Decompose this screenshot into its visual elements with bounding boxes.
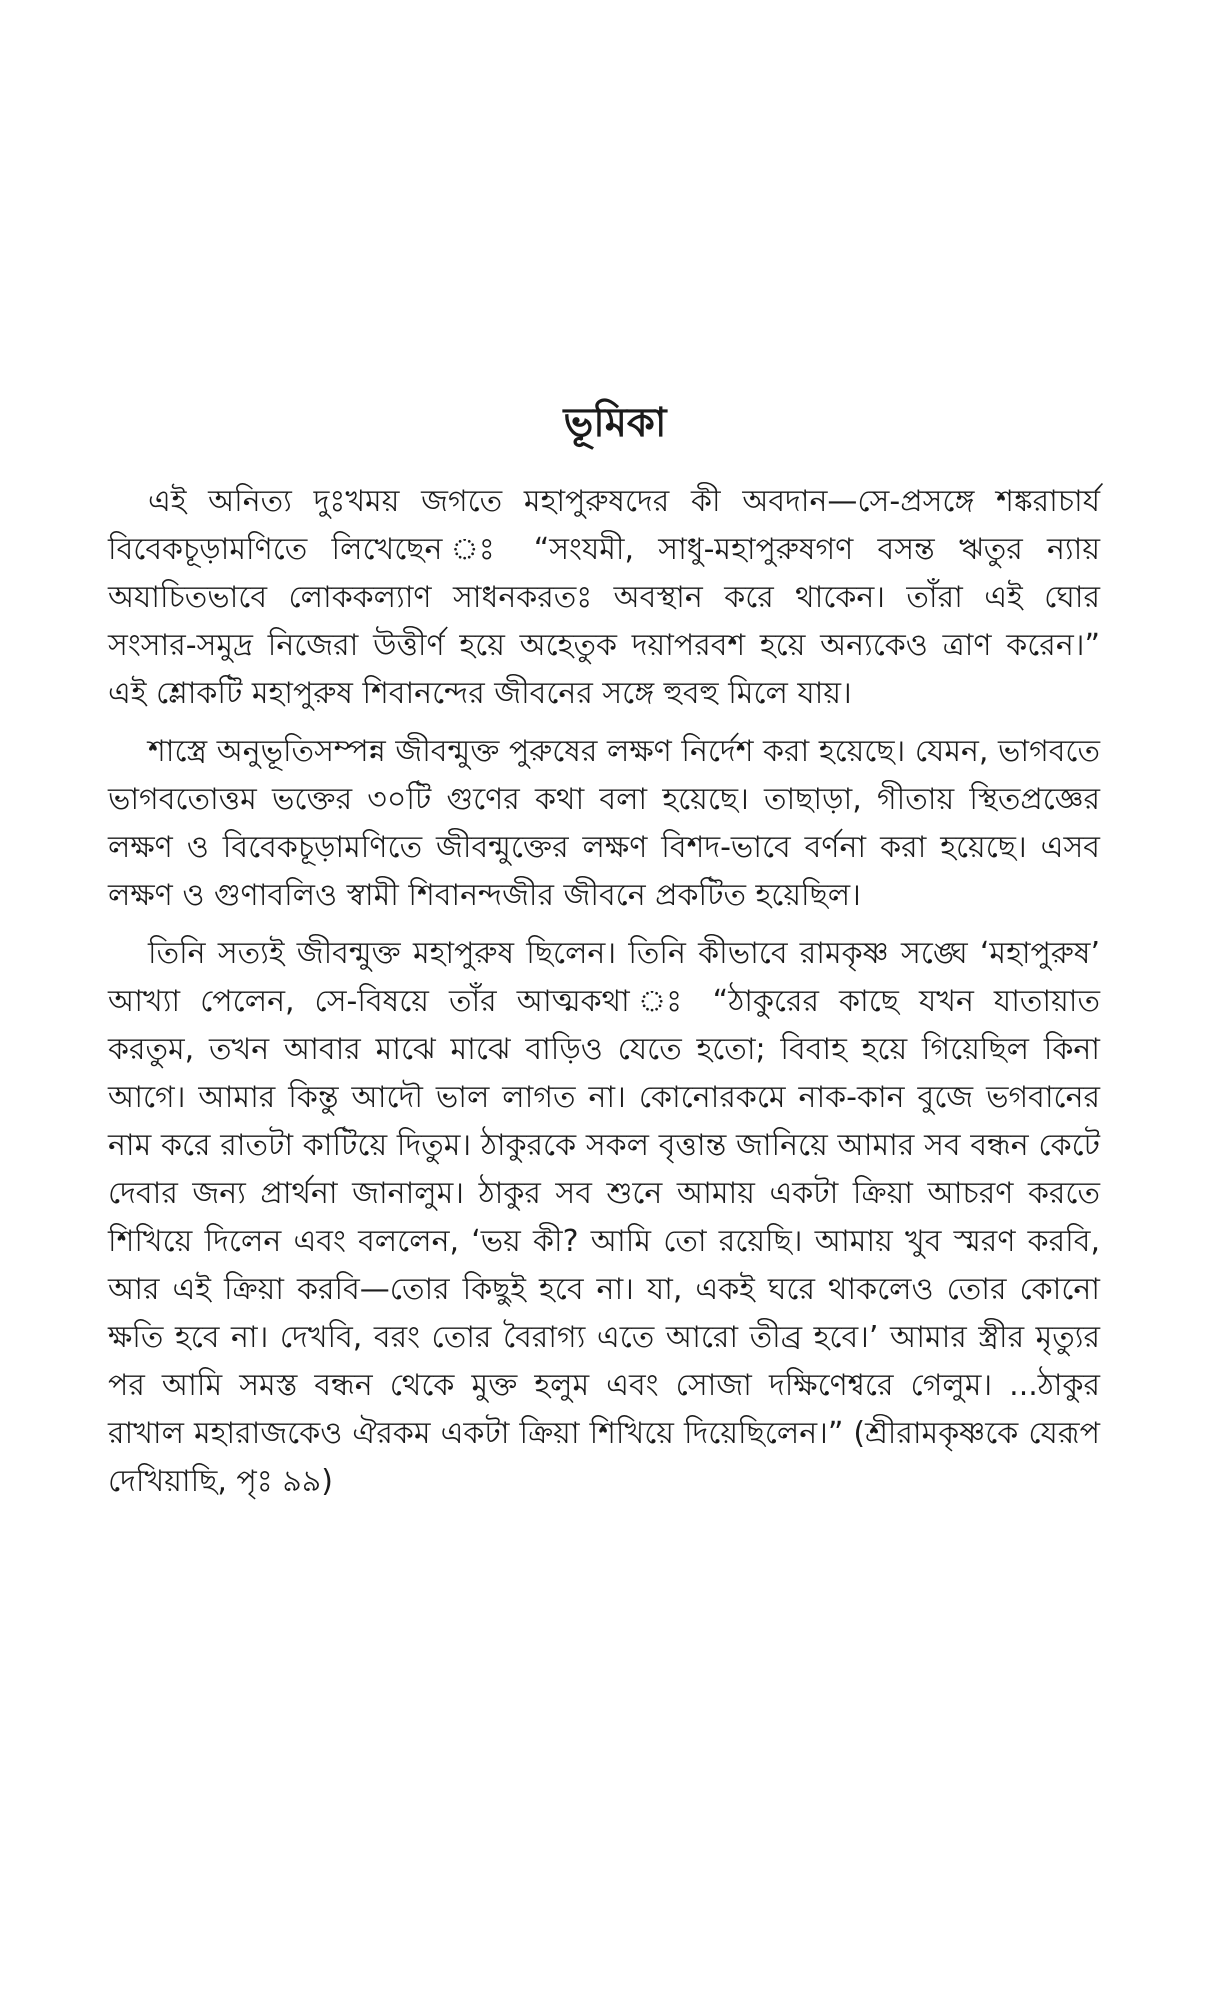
paragraph: এই অনিত্য দুঃখময় জগতে মহাপুরুষদের কী অবদান—সে-প্রসঙ্গে শঙ্করাচার্য বিবেকচূড়ামণিতে লিখেছেন ঃ “সংযমী, সাধু-মহাপুরুষগণ বসন্ত ঋতুর ন্যায় অযাচিতভাবে লোককল্যাণ সাধনকরতঃ অবস্থান করে থাকেন। তাঁরা এই ঘোর সংসার-সমুদ্র নিজেরা উত্তীর্ণ হয়ে অহেতুক দয়াপরবশ হয়ে অন্যকেও ত্রাণ করেন।” এই শ্লোকটি মহাপুরুষ শিবানন্দের জীবনের সঙ্গে হুবহু মিলে যায়। [108, 484, 1100, 711]
paragraph: তিনি সত্যই জীবন্মুক্ত মহাপুরুষ ছিলেন। তিনি কীভাবে রামকৃষ্ণ সঙ্ঘে ‘মহাপুরুষ’ আখ্যা পেলেন, সে-বিষয়ে তাঁর আত্মকথা ঃ “ঠাকুরের কাছে যখন যাতায়াত করতুম, তখন আবার মাঝে মাঝে বাড়িও যেতে হতো; বিবাহ হয়ে গিয়েছিল কিনা আগে। আমার কিন্তু আদৌ ভাল লাগত না। কোনোরকমে নাক-কান বুজে ভগবানের নাম করে রাতটা কাটিয়ে দিতুম। ঠাকুরকে সকল বৃত্তান্ত জানিয়ে আমার সব বন্ধন কেটে দেবার জন্য প্রার্থনা জানালুম। ঠাকুর সব শুনে আমায় একটা ক্রিয়া আচরণ করতে শিখিয়ে দিলেন এবং বললেন, ‘ভয় কী? আমি তো রয়েছি। আমায় খুব স্মরণ করবি, আর এই ক্রিয়া করবি—তোর কিছুই হবে না। যা, একই ঘরে থাকলেও তোর কোনো ক্ষতি হবে না। দেখবি, বরং তোর বৈরাগ্য এতে আরো তীব্র হবে।’ আমার স্ত্রীর মৃত্যুর পর আমি সমস্ত বন্ধন থেকে মুক্ত হলুম এবং সোজা দক্ষিণেশ্বরে গেলুম। ...ঠাকুর রাখাল মহারাজকেও ঐরকম একটা ক্রিয়া শিখিয়ে দিয়েছিলেন।” (শ্রীরামকৃষ্ণকে যেরূপ দেখিয়াছি, পৃঃ ৯৯) [108, 936, 1100, 1499]
paragraph: শাস্ত্রে অনুভূতিসম্পন্ন জীবন্মুক্ত পুরুষের লক্ষণ নির্দেশ করা হয়েছে। যেমন, ভাগবতে ভাগবতোত্তম ভক্তের ৩০টি গুণের কথা বলা হয়েছে। তাছাড়া, গীতায় স্থিতপ্রজ্ঞের লক্ষণ ও বিবেকচূড়ামণিতে জীবন্মুক্তের লক্ষণ বিশদ-ভাবে বর্ণনা করা হয়েছে। এসব লক্ষণ ও গুণাবলিও স্বামী শিবানন্দজীর জীবনে প্রকটিত হয়েছিল। [108, 734, 1100, 913]
body-text [108, 478, 1100, 1516]
page-title: ভূমিকা [563, 400, 667, 446]
